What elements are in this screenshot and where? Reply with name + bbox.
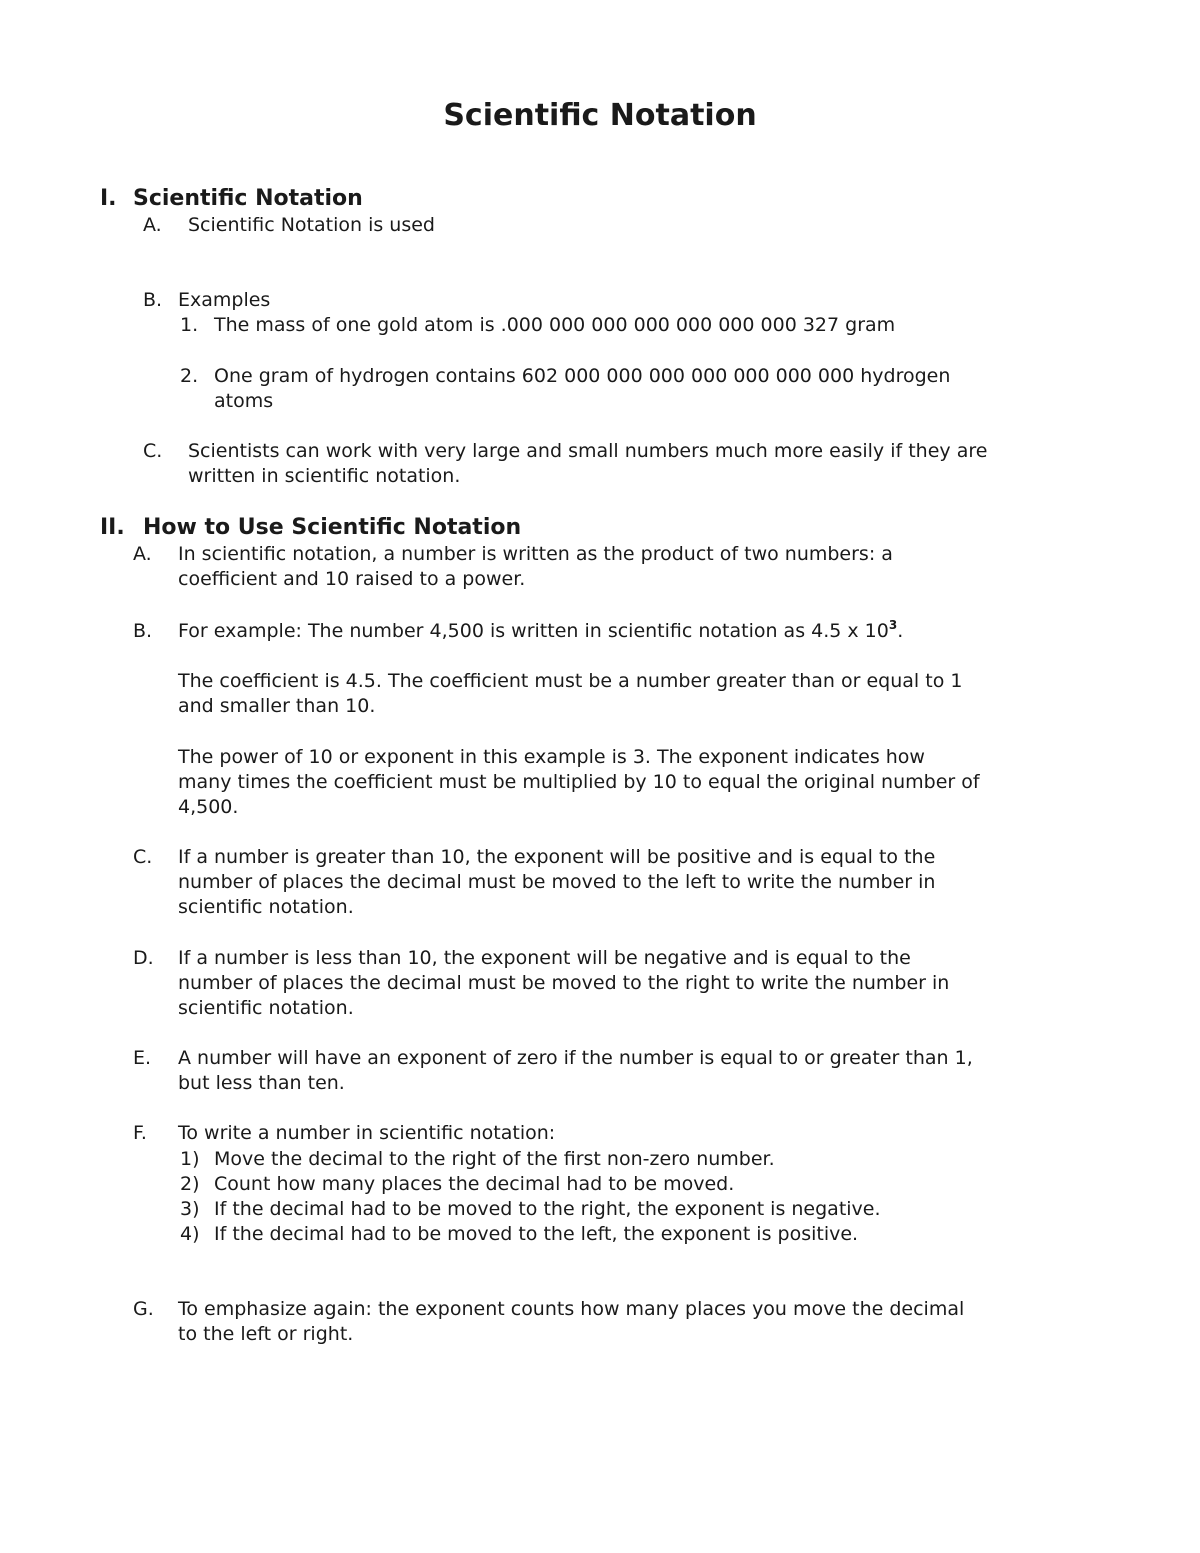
- example-text: For example: The number 4,500 is written in scientific notation as 4.5 x 10: [178, 620, 889, 642]
- section-2-c-line-1: If a number is greater than 10, the exponent will be positive and is equal to the: [178, 846, 936, 868]
- step-4-text: If the decimal had to be moved to the left, the exponent is positive.: [214, 1223, 859, 1245]
- section-2-marker: II.: [100, 515, 125, 540]
- section-1-c-marker: C.: [143, 440, 163, 462]
- section-2-a-marker: A.: [133, 543, 152, 565]
- step-2-text: Count how many places the decimal had to be moved.: [214, 1173, 735, 1195]
- section-1-heading: Scientific Notation: [133, 186, 363, 211]
- step-3-marker: 3): [180, 1198, 200, 1220]
- example-2-line-1: One gram of hydrogen contains 602 000 000 000 000 000 000 000 hydrogen: [214, 365, 951, 387]
- section-1-a-text: Scientific Notation is used: [188, 214, 435, 236]
- section-2-c-line-2: number of places the decimal must be moved to the left to write the number in: [178, 871, 936, 893]
- example-2-line-2: atoms: [214, 390, 274, 412]
- exponent-para-line-1: The power of 10 or exponent in this example is 3. The exponent indicates how: [178, 746, 925, 768]
- section-1-c-line-2: written in scientific notation.: [188, 465, 461, 487]
- section-2-a-line-2: coefficient and 10 raised to a power.: [178, 568, 526, 590]
- section-1-c-line-1: Scientists can work with very large and small numbers much more easily if they are: [188, 440, 988, 462]
- section-1-b-text: Examples: [178, 289, 271, 311]
- step-3-text: If the decimal had to be moved to the right, the exponent is negative.: [214, 1198, 881, 1220]
- exponent-para-line-2: many times the coefficient must be multiplied by 10 to equal the original number of: [178, 771, 980, 793]
- section-1-a-marker: A.: [143, 214, 162, 236]
- step-1-text: Move the decimal to the right of the first non-zero number.: [214, 1148, 775, 1170]
- step-2-marker: 2): [180, 1173, 200, 1195]
- section-2-b-example: [178, 619, 903, 644]
- example-end: .: [897, 620, 904, 642]
- section-2-d-line-1: If a number is less than 10, the exponent will be negative and is equal to the: [178, 947, 911, 969]
- step-4-marker: 4): [180, 1223, 200, 1245]
- section-2-d-line-2: number of places the decimal must be moved to the right to write the number in: [178, 972, 950, 994]
- section-2-c-marker: C.: [133, 846, 153, 868]
- section-2-e-line-1: A number will have an exponent of zero if the number is equal to or greater than 1,: [178, 1047, 973, 1069]
- section-2-g-marker: G.: [133, 1298, 154, 1320]
- section-2-c-line-3: scientific notation.: [178, 896, 354, 918]
- section-2-heading: How to Use Scientific Notation: [143, 515, 522, 540]
- section-2-d-line-3: scientific notation.: [178, 997, 354, 1019]
- section-2-e-line-2: but less than ten.: [178, 1072, 345, 1094]
- section-2-d-marker: D.: [133, 947, 154, 969]
- section-2-g-line-1: To emphasize again: the exponent counts how many places you move the decimal: [178, 1298, 965, 1320]
- section-1-b-marker: B.: [143, 289, 163, 311]
- section-2-g-line-2: to the left or right.: [178, 1323, 354, 1345]
- coefficient-para-line-2: and smaller than 10.: [178, 695, 376, 717]
- section-2-f-marker: F.: [133, 1122, 147, 1144]
- section-2-e-marker: E.: [133, 1047, 152, 1069]
- step-1-marker: 1): [180, 1148, 200, 1170]
- section-1-marker: I.: [100, 186, 117, 211]
- page-title: Scientific Notation: [443, 98, 757, 133]
- section-2-f-text: To write a number in scientific notation:: [178, 1122, 556, 1144]
- example-2-marker: 2.: [180, 365, 199, 387]
- coefficient-para-line-1: The coefficient is 4.5. The coefficient must be a number greater than or equal to 1: [178, 670, 963, 692]
- example-1-text: The mass of one gold atom is .000 000 000 000 000 000 000 327 gram: [214, 314, 896, 336]
- example-1-marker: 1.: [180, 314, 199, 336]
- section-2-b-marker: B.: [133, 620, 153, 642]
- example-exponent: 3: [888, 618, 898, 632]
- section-2-a-line-1: In scientific notation, a number is written as the product of two numbers: a: [178, 543, 893, 565]
- exponent-para-line-3: 4,500.: [178, 796, 239, 818]
